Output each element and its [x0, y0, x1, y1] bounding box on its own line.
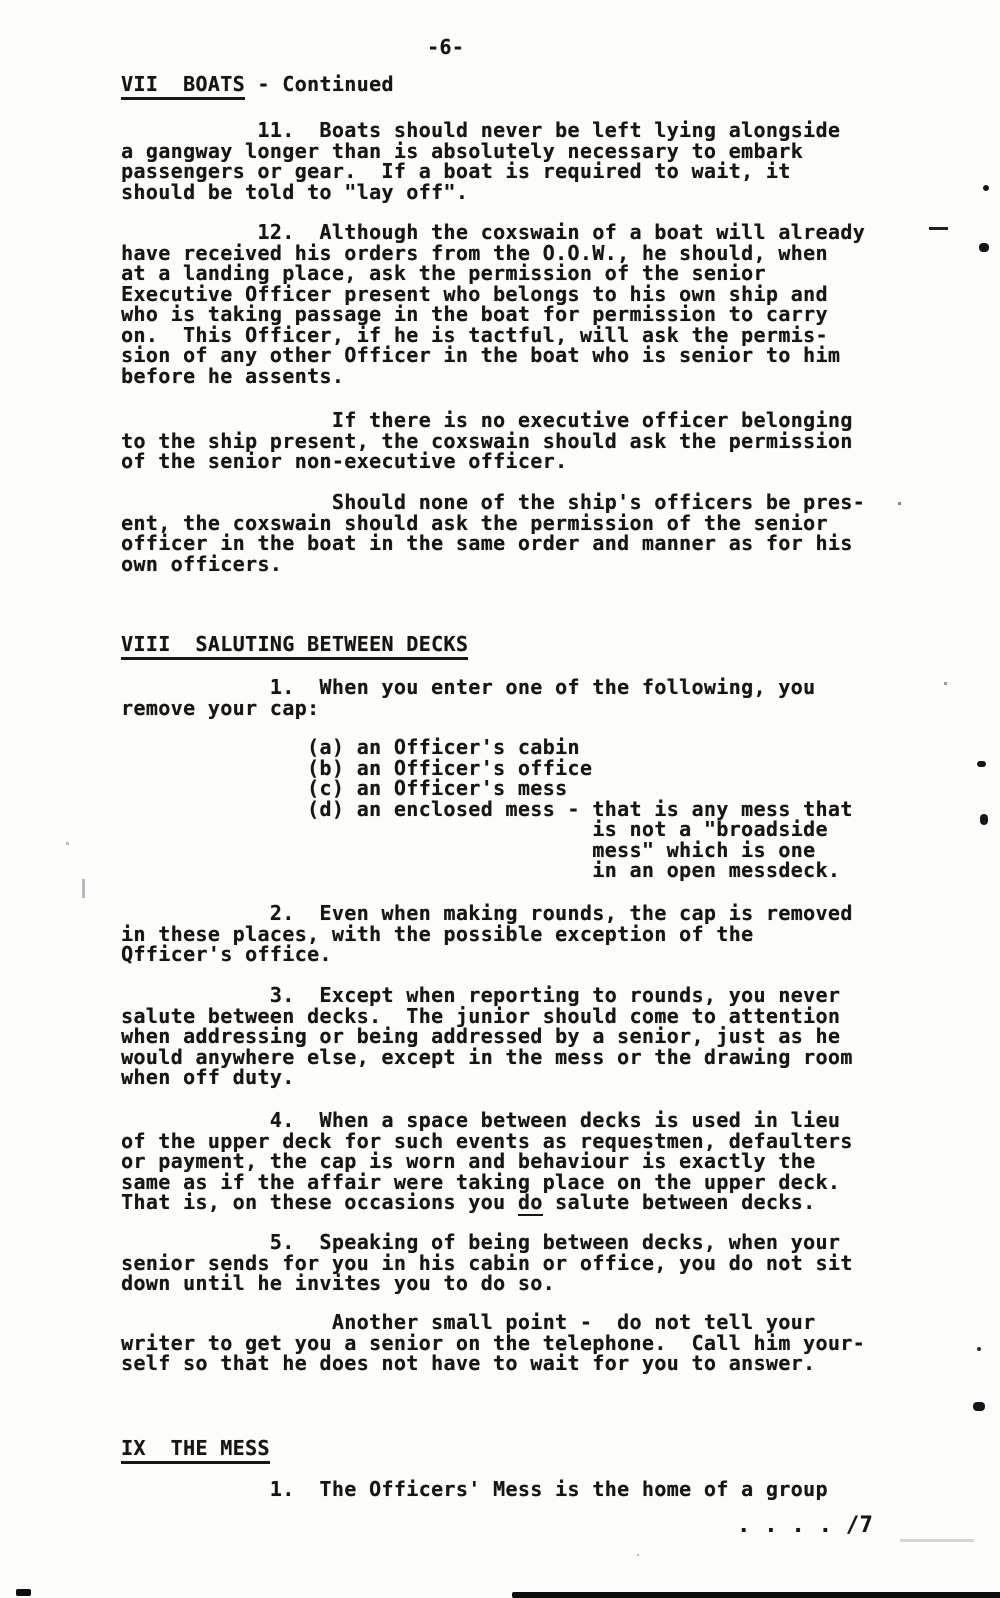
section-heading-saluting-between-decks	[121, 634, 468, 655]
scan-edge-bar	[512, 1592, 1000, 1598]
page-continuation-mark: . . . . /7	[737, 1513, 874, 1538]
paragraph-no-executive-officer: If there is no executive officer belonging to the ship present, the coxswain should ask the permission of the senior non-executive officer.	[121, 408, 853, 473]
page-number: -6-	[427, 35, 465, 59]
list-cap-removal-places: (a) an Officer's cabin (b) an Officer's office (c) an Officer's mess (d) an enclosed mess - that is any mess that is not a "broadside mess" which is one in an open messdeck.	[307, 735, 853, 882]
paragraph-4-text-before: 4. When a space between decks is used in lieu of the upper deck for such events as requestmen, defaulters or payment, the cap is worn and behaviour is exactly the same as if the affair were taking place on the upper deck. That is, on these occasions you	[121, 1108, 853, 1214]
scan-faint-dash	[900, 1539, 974, 1542]
paragraph-another-small-point: Another small point - do not tell your writer to get you a senior on the telephone. Call him your- self so that he does not have to wait for you to answer.	[121, 1310, 866, 1375]
paragraph-11-boats-left-alongside: 11. Boats should never be left lying alongside a gangway longer than is absolutely necessary to embark passengers or gear. If a boat is required to wait, it should be told to "lay off".	[121, 118, 841, 204]
section-heading-boats-underlined: VII BOATS	[121, 72, 245, 100]
paragraph-none-of-ships-officers: Should none of the ship's officers be pres- ent, the coxswain should ask the permission of the senior officer in the boat in the same order and manner as for his own officers.	[121, 490, 866, 576]
paragraph-4-text-after: salute between decks.	[542, 1190, 816, 1214]
paragraph-4-underlined-do: do	[517, 1190, 543, 1214]
scan-speck	[944, 682, 947, 685]
scan-speck	[977, 761, 986, 767]
scan-speck	[637, 1554, 639, 1556]
scan-vertical-mark	[82, 879, 85, 898]
paragraph-4-space-between-decks	[121, 1110, 853, 1213]
scan-dash-mark	[929, 227, 948, 230]
scan-speck	[16, 1589, 31, 1596]
paragraph-3-never-salute-between-decks: 3. Except when reporting to rounds, you never salute between decks. The junior should come to attention when addressing or being addressed by a senior, just as he would anywhere else, except in the mess or the drawing room when off duty.	[121, 983, 853, 1089]
section-heading-boats-rest: - Continued	[245, 72, 394, 96]
paragraph-1-remove-your-cap: 1. When you enter one of the following, you remove your cap:	[121, 675, 816, 720]
scan-speck	[973, 1402, 985, 1411]
paragraph-2-making-rounds: 2. Even when making rounds, the cap is removed in these places, with the possible exception of the Qfficer's office.	[121, 901, 853, 966]
paragraph-12-coxswain-permission: 12. Although the coxswain of a boat will already have received his orders from the O.O.W., he should, when at a landing place, ask the permission of the senior Executive Officer present who belongs to his own ship and who is taking passage in the boat for permission to carry on. This Officer, if he is tactful, will ask the permis- sion of any other Officer in the boat who is senior to him before he assents.	[121, 220, 866, 388]
section-heading-the-mess-underlined: IX THE MESS	[121, 1436, 270, 1464]
scan-speck	[977, 1347, 981, 1351]
scan-speck	[979, 243, 989, 252]
paragraph-1-officers-mess-home: 1. The Officers' Mess is the home of a group	[121, 1477, 828, 1501]
scan-speck	[983, 185, 989, 191]
section-heading-boats	[121, 74, 394, 95]
paragraph-5-senior-sends-for-you: 5. Speaking of being between decks, when your senior sends for you in his cabin or office, you do not sit down until he invites you to do so.	[121, 1230, 853, 1295]
scan-speck	[66, 842, 69, 845]
scan-speck	[980, 814, 988, 825]
section-heading-saluting-underlined: VIII SALUTING BETWEEN DECKS	[121, 632, 468, 660]
section-heading-the-mess	[121, 1438, 270, 1459]
scan-speck	[898, 502, 901, 505]
